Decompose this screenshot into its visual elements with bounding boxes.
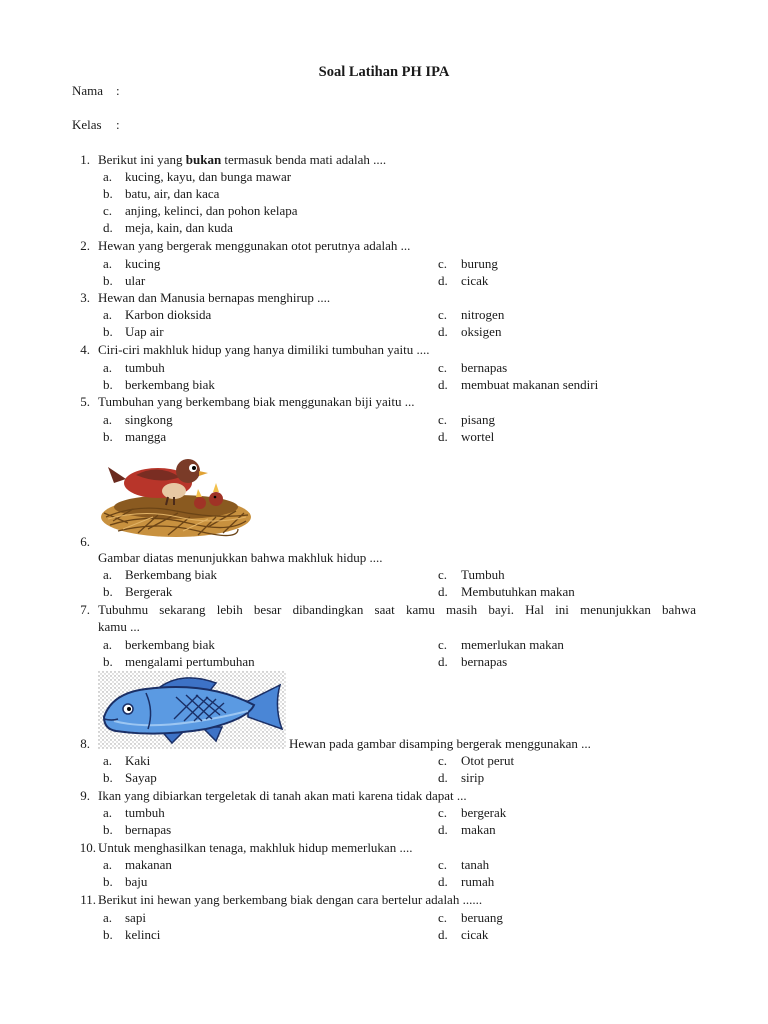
option-letter: a.	[103, 567, 113, 582]
option-letter: c.	[438, 910, 448, 925]
question-text-cont: kamu ...	[98, 619, 140, 634]
question-text: Berikut ini yang bukan termasuk benda mati adalah ....	[98, 152, 387, 167]
option-letter: a.	[103, 753, 113, 768]
question-number: 11.	[80, 892, 96, 907]
option-text: berkembang biak	[125, 637, 215, 652]
option-text: ular	[125, 273, 146, 288]
option-text: mengalami pertumbuhan	[125, 654, 255, 669]
option-letter: b.	[103, 654, 113, 669]
question-text: Tumbuhan yang berkembang biak menggunakan biji yaitu ...	[98, 394, 415, 409]
option-text: beruang	[461, 910, 503, 925]
question-text: Berikut ini hewan yang berkembang biak dengan cara bertelur adalah ......	[98, 892, 483, 907]
option-letter: c.	[438, 805, 448, 820]
kelas-label: Kelas	[72, 117, 102, 132]
option-letter: a.	[103, 857, 113, 872]
option-text: batu, air, dan kaca	[125, 186, 220, 201]
option-text: bergerak	[461, 805, 507, 820]
option-text: memerlukan makan	[461, 637, 564, 652]
question-text: Hewan yang bergerak menggunakan otot perutnya adalah ...	[98, 238, 411, 253]
option-text: baju	[125, 874, 148, 889]
kelas-colon: :	[116, 117, 120, 132]
option-text: oksigen	[461, 324, 502, 339]
option-text: burung	[461, 256, 498, 271]
page-title: Soal Latihan PH IPA	[318, 64, 450, 80]
option-letter: a.	[103, 256, 113, 271]
option-text: kucing, kayu, dan bunga mawar	[125, 169, 292, 184]
option-text: Sayap	[125, 770, 157, 785]
option-text: sapi	[125, 910, 146, 925]
option-letter: c.	[438, 360, 448, 375]
option-text: anjing, kelinci, dan pohon kelapa	[125, 203, 298, 218]
option-text: rumah	[461, 874, 495, 889]
question-text: Hewan dan Manusia bernapas menghirup ....	[98, 290, 331, 305]
option-text: Membutuhkan makan	[461, 584, 575, 599]
nama-colon: :	[116, 83, 120, 98]
option-letter: b.	[103, 927, 113, 942]
question-text: Hewan pada gambar disamping bergerak menggunakan ...	[289, 736, 591, 751]
question-number: 10.	[79, 840, 96, 855]
option-text: mangga	[125, 429, 167, 444]
option-letter: d.	[438, 927, 448, 942]
option-text: Berkembang biak	[125, 567, 218, 582]
option-text: kelinci	[125, 927, 161, 942]
option-text: Karbon dioksida	[125, 307, 212, 322]
option-text: meja, kain, dan kuda	[125, 220, 233, 235]
option-letter: d.	[438, 874, 448, 889]
option-letter: b.	[103, 429, 113, 444]
question-number: 1.	[80, 152, 90, 167]
option-text: tumbuh	[125, 805, 165, 820]
option-letter: d.	[438, 429, 448, 444]
option-text: bernapas	[461, 360, 508, 375]
option-letter: d.	[438, 770, 448, 785]
option-letter: d.	[438, 273, 448, 288]
option-text: cicak	[461, 273, 489, 288]
nama-label: Nama	[72, 83, 104, 98]
option-letter: d.	[103, 220, 113, 235]
option-text: bernapas	[461, 654, 508, 669]
option-letter: b.	[103, 770, 113, 785]
option-letter: d.	[438, 584, 448, 599]
option-text: makanan	[125, 857, 172, 872]
option-text: bernapas	[125, 822, 172, 837]
question-number: 4.	[80, 342, 90, 357]
option-text: Otot perut	[461, 753, 515, 768]
question-text: Ikan yang dibiarkan tergeletak di tanah akan mati karena tidak dapat ...	[98, 788, 467, 803]
option-letter: d.	[438, 822, 448, 837]
question-number: 2.	[80, 238, 90, 253]
option-text: pisang	[461, 412, 495, 427]
option-text: Tumbuh	[461, 567, 505, 582]
option-letter: c.	[438, 857, 448, 872]
option-letter: c.	[438, 637, 448, 652]
option-letter: b.	[103, 584, 113, 599]
option-text: tumbuh	[125, 360, 165, 375]
option-letter: a.	[103, 412, 113, 427]
option-text: sirip	[461, 770, 485, 785]
fish-icon	[98, 671, 286, 749]
option-text: makan	[461, 822, 496, 837]
option-letter: a.	[103, 910, 113, 925]
option-letter: a.	[103, 307, 113, 322]
option-letter: d.	[438, 324, 448, 339]
option-letter: c.	[438, 307, 448, 322]
option-letter: b.	[103, 377, 113, 392]
option-letter: b.	[103, 273, 113, 288]
option-letter: a.	[103, 805, 113, 820]
question-text: Untuk menghasilkan tenaga, makhluk hidup memerlukan ....	[98, 840, 413, 855]
option-letter: c.	[438, 753, 448, 768]
option-text: singkong	[125, 412, 173, 427]
option-letter: c.	[438, 256, 448, 271]
option-text: Kaki	[125, 753, 151, 768]
question-number: 8.	[80, 736, 90, 751]
question-number: 6.	[80, 534, 90, 549]
bird-nest-icon	[98, 455, 253, 543]
question-text: Ciri-ciri makhluk hidup yang hanya dimiliki tumbuhan yaitu ....	[98, 342, 430, 357]
option-letter: b.	[103, 822, 113, 837]
option-letter: c.	[438, 412, 448, 427]
option-text: cicak	[461, 927, 489, 942]
option-text: tanah	[461, 857, 490, 872]
option-letter: b.	[103, 186, 113, 201]
option-letter: c.	[103, 203, 113, 218]
option-letter: a.	[103, 360, 113, 375]
question-number: 9.	[80, 788, 90, 803]
option-text: Bergerak	[125, 584, 173, 599]
option-text: kucing	[125, 256, 161, 271]
option-text: nitrogen	[461, 307, 505, 322]
option-text: Uap air	[125, 324, 164, 339]
option-letter: a.	[103, 637, 113, 652]
question-number: 7.	[80, 602, 90, 617]
option-text: wortel	[461, 429, 495, 444]
option-letter: b.	[103, 874, 113, 889]
option-letter: d.	[438, 377, 448, 392]
question-number: 5.	[80, 394, 90, 409]
question-number: 3.	[80, 290, 90, 305]
option-letter: b.	[103, 324, 113, 339]
option-letter: c.	[438, 567, 448, 582]
option-letter: d.	[438, 654, 448, 669]
option-letter: a.	[103, 169, 113, 184]
question-text: Gambar diatas menunjukkan bahwa makhluk hidup ....	[98, 550, 383, 565]
question-text: Tubuhmu sekarang lebih besar dibandingkan saat kamu masih bayi. Hal ini menunjukkan bahwa	[98, 602, 696, 617]
option-text: berkembang biak	[125, 377, 215, 392]
option-text: membuat makanan sendiri	[461, 377, 599, 392]
